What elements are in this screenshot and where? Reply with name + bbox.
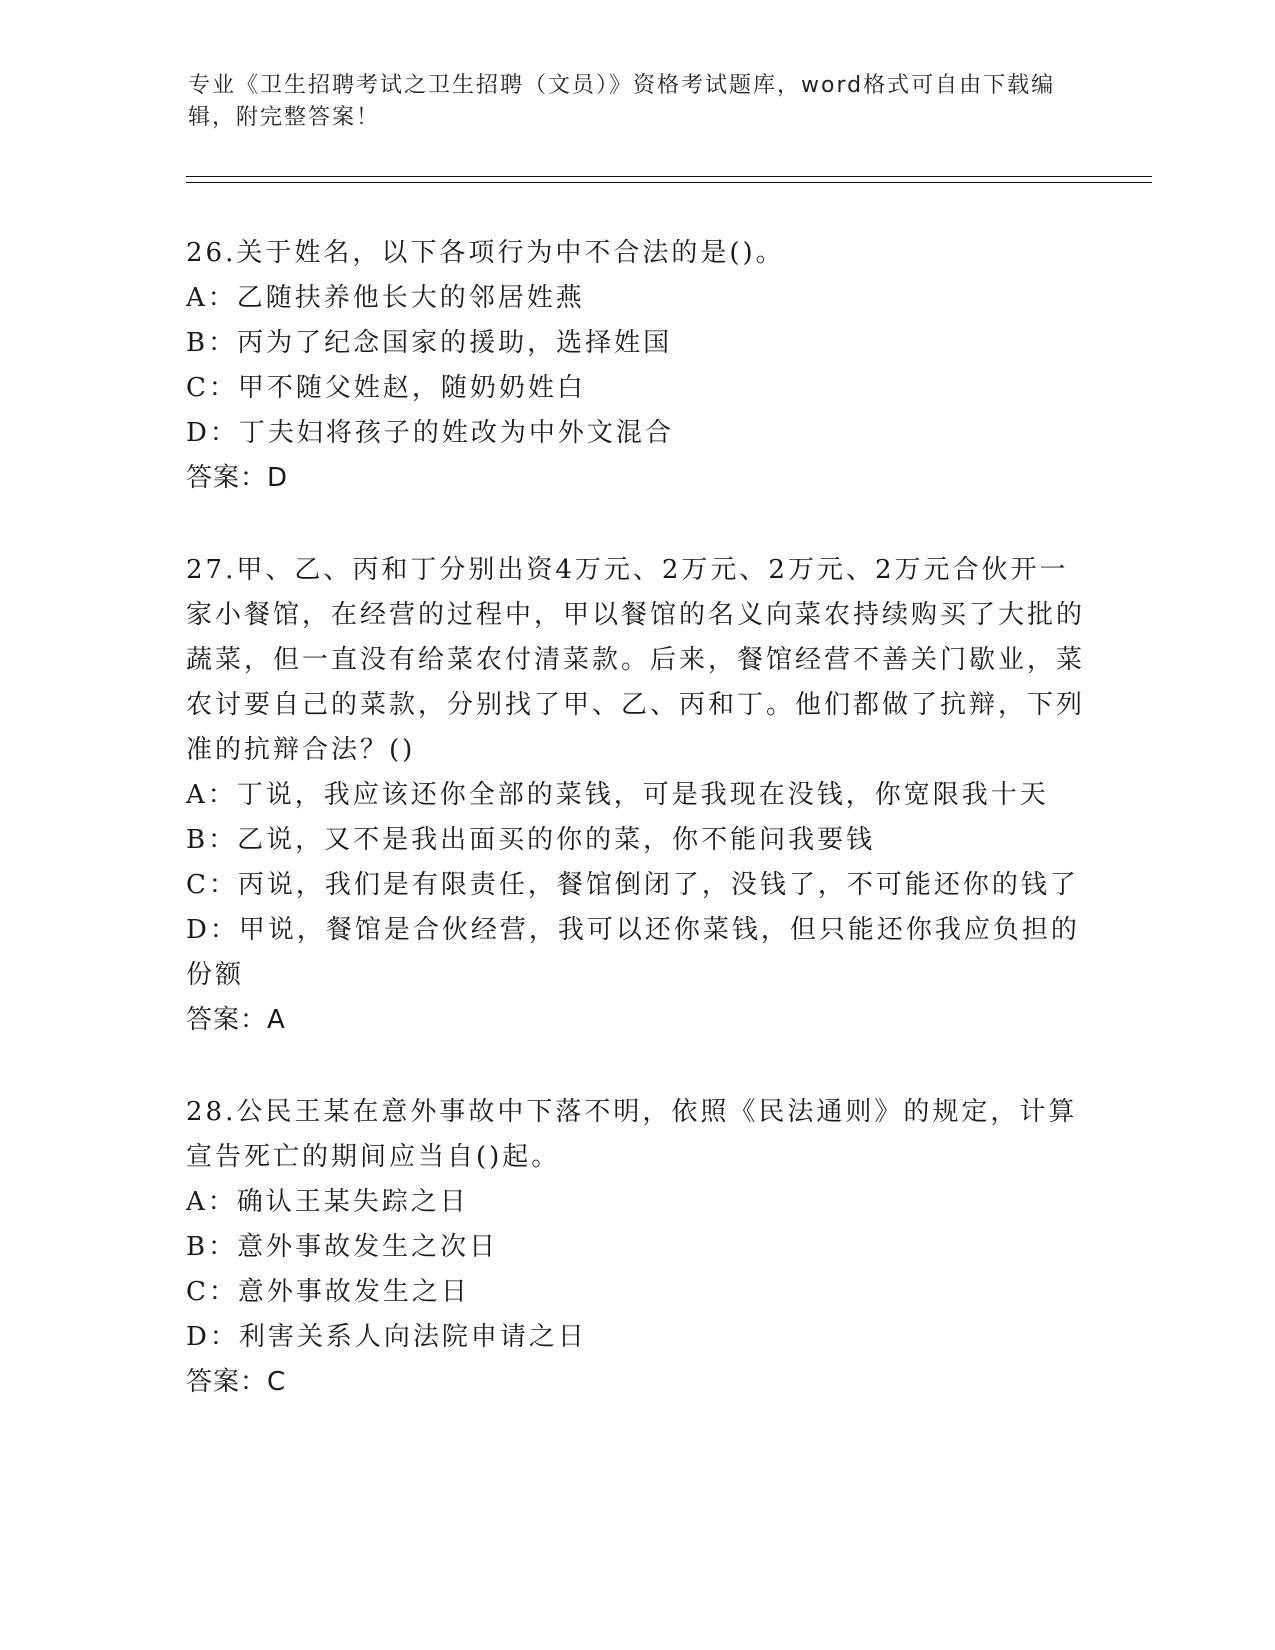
answer: 答案：C — [186, 1367, 287, 1397]
option-a: A：丁说，我应该还你全部的菜钱，可是我现在没钱，你宽限我十天 — [186, 780, 1049, 810]
option-c: C：意外事故发生之日 — [186, 1277, 470, 1307]
question-text: 27.甲、乙、丙和丁分别出资4万元、2万元、2万元、2万元合伙开一家小餐馆，在经营的过程中，甲以餐馆的名义向菜农持续购买了大批的蔬菜，但一直没有给菜农付清菜款。后来，餐馆经营不善关门歇业，菜农讨要自己的菜款，分别找了甲、乙、丙和丁。他们都做了抗辩，下列准的抗辩合法？() — [186, 555, 1086, 765]
option-c: C：甲不随父姓赵，随奶奶姓白 — [186, 373, 586, 403]
option-c: C：丙说，我们是有限责任，餐馆倒闭了，没钱了，不可能还你的钱了 — [186, 870, 1079, 900]
option-b: B：乙说，又不是我出面买的你的菜，你不能问我要钱 — [186, 825, 876, 855]
option-a: A：确认王某失踪之日 — [186, 1187, 469, 1217]
option-d: D：利害关系人向法院申请之日 — [186, 1322, 587, 1352]
question-text: 26.关于姓名，以下各项行为中不合法的是()。 — [186, 238, 785, 268]
question-list — [186, 231, 1086, 1452]
question-26 — [186, 231, 1086, 501]
answer: 答案：D — [186, 463, 289, 493]
document-header: 专业《卫生招聘考试之卫生招聘（文员）》资格考试题库，word格式可自由下载编辑，附完整答案！ — [188, 73, 1056, 130]
question-text: 28.公民王某在意外事故中下落不明，依照《民法通则》的规定，计算宣告死亡的期间应当自()起。 — [186, 1097, 1078, 1172]
question-27 — [186, 548, 1086, 1043]
option-b: B：意外事故发生之次日 — [186, 1232, 499, 1262]
option-d: D：甲说，餐馆是合伙经营，我可以还你菜钱，但只能还你我应负担的份额 — [186, 915, 1080, 990]
option-a: A：乙随扶养他长大的邻居姓燕 — [186, 283, 585, 313]
answer: 答案：A — [186, 1005, 286, 1035]
header-divider-top — [186, 176, 1152, 177]
question-28 — [186, 1090, 1086, 1405]
option-d: D：丁夫妇将孩子的姓改为中外文混合 — [186, 418, 674, 448]
option-b: B：丙为了纪念国家的援助，选择姓国 — [186, 328, 673, 358]
header-divider-bottom — [186, 182, 1152, 183]
